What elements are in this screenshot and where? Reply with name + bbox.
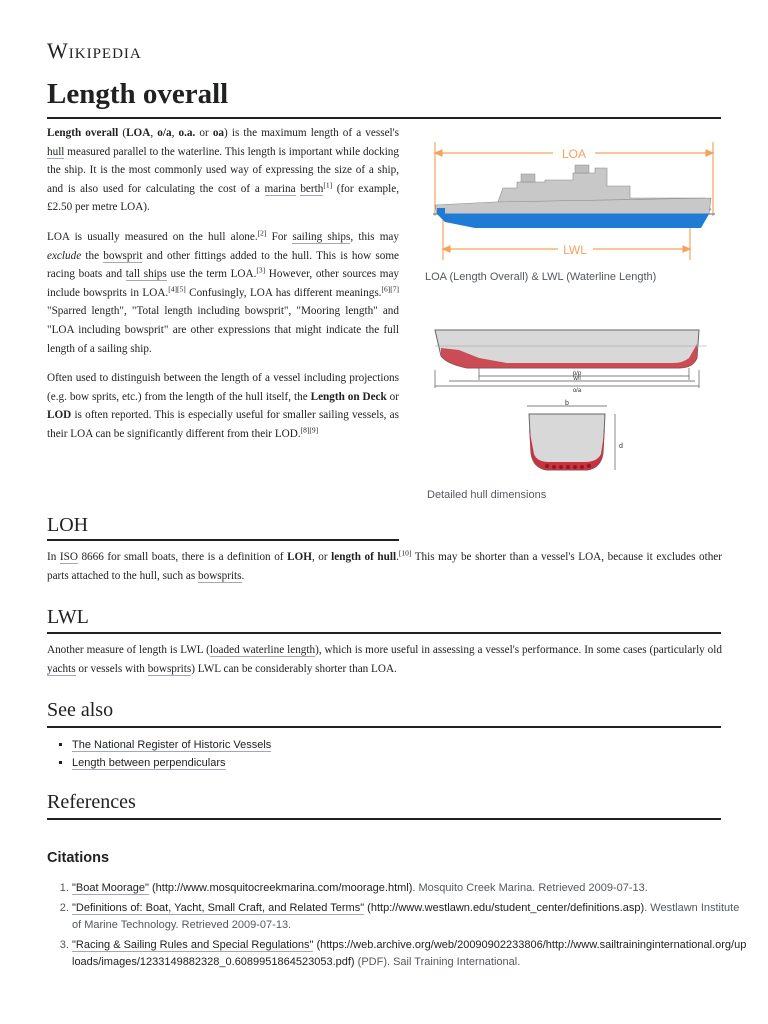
- reference-item: 2. "Definitions of: Boat, Yacht, Small Craft, and Related Terms" (http://www.westlawn.edu/student_center/definitions.asp). Westlawn Institute of Marine Technology. Retrieved 2009-07-13.: [72, 900, 747, 935]
- lwl-paragraph: Another measure of length is LWL (loaded waterline length), which is more useful in assessing a vessel's performance. In some cases (particularly old yachts or vessels with bowsprits) LWL can be considerably shorter than LOA.: [47, 644, 722, 675]
- list-item: [72, 736, 271, 754]
- heading-see-also: See also: [47, 699, 114, 721]
- reference-1-title-link[interactable]: "Boat Moorage": [72, 882, 149, 894]
- title-divider: [47, 117, 721, 119]
- lead-paragraph-1: Length overall (LOA, o/a, o.a. or oa) is the maximum length of a vessel's hull measured parallel to the waterline. This length is important while docking the ship. It is the most commonly used way of expressing the size of a ship, and is also used for calculating the cost of a marina berth[1] (for example, £2.50 per metre LOA).: [47, 127, 400, 214]
- link-bowsprits[interactable]: bowsprits: [198, 569, 242, 582]
- reference-1-url[interactable]: (http://www.mosquitocreekmarina.com/moorage.html): [148, 882, 413, 894]
- link-bowsprit[interactable]: bowsprit: [103, 249, 143, 262]
- loh-divider: [47, 539, 399, 541]
- pp-label: p/p: [572, 371, 582, 377]
- lwl-divider: [47, 632, 721, 634]
- see-also-divider: [47, 726, 721, 728]
- lead-paragraph-2: LOA is usually measured on the hull alone.[2] For sailing ships, this may exclude the bowsprit and other fittings added to the hull. This is how some racing boats and tall ships use the term LOA.[3] However, other sources may include bowsprits in LOA.[4][5] Confusingly, LOA has different meanings.[6][7] "Sparred length", "Total length including bowsprit", "Mooring length" and "LOA including bowsprit" are other expressions that might indicate the full length of a sailing ship.: [47, 228, 400, 355]
- b-label: b: [565, 400, 569, 407]
- hull-section-diagram: [507, 398, 627, 488]
- hull-profile-diagram: [427, 318, 717, 393]
- oa-label: o/a: [572, 388, 582, 393]
- heading-loh: LOH: [47, 514, 89, 536]
- link-loaded-waterline-length[interactable]: loaded waterline length: [209, 644, 316, 656]
- reference-3-title-link[interactable]: "Racing & Sailing Rules and Special Regulations": [72, 938, 314, 951]
- citation-2[interactable]: [2]: [257, 228, 267, 238]
- citation-10[interactable]: [10]: [398, 548, 412, 558]
- wl-label: w/l: [573, 376, 581, 382]
- link-marina[interactable]: marina: [264, 182, 296, 195]
- citation-8-9[interactable]: [8][9]: [300, 425, 319, 435]
- ship-diagram: [425, 138, 725, 263]
- d-label: d: [619, 443, 623, 450]
- citation-4-5[interactable]: [4][5]: [168, 284, 186, 294]
- link-tall-ships[interactable]: tall ships: [125, 268, 167, 281]
- reference-item: 1. "Boat Moorage" (http://www.mosquitocreekmarina.com/moorage.html). Mosquito Creek Marina. Retrieved 2009-07-13.: [72, 880, 747, 898]
- reference-item: 3. "Racing & Sailing Rules and Special Regulations" (https://web.archive.org/web/20090902233806/http://www.sailtraininginternational.org/uploads/images/1233149882328_0.6089951864523053.pdf) (PDF). Sail Training International.: [72, 937, 747, 972]
- link-sailing-ships[interactable]: sailing ships: [292, 230, 351, 243]
- reference-list: [47, 880, 747, 974]
- link-bowsprits-2[interactable]: bowsprits: [147, 662, 192, 675]
- references-divider: [47, 818, 721, 820]
- ship-hull-below-waterline: [437, 214, 709, 228]
- lead-paragraph-3: Often used to distinguish between the length of a vessel including projections (e.g. bow sprits, etc.) from the length of the hull itself, the Length on Deck or LOD is often reported. This is especially useful for smaller sailing vessels, as their LOA can be significantly different from their LOD.[8][9]: [47, 372, 399, 440]
- loh-paragraph: In ISO 8666 for small boats, there is a definition of LOH, or length of hull.[10] This may be shorter than a vessel's LOA, because it excludes other parts attached to the hull, such as bowsprits.: [47, 548, 722, 582]
- reference-2-url[interactable]: (http://www.westlawn.edu/student_center/definitions.asp): [364, 901, 645, 914]
- link-iso[interactable]: ISO: [59, 551, 78, 563]
- link-national-register-historic-vessels[interactable]: The National Register of Historic Vessels: [72, 739, 272, 751]
- link-yachts[interactable]: yachts: [47, 662, 76, 675]
- citation-3[interactable]: [3]: [256, 265, 266, 275]
- lwl-label: LWL: [563, 243, 587, 257]
- link-length-between-perpendiculars[interactable]: Length between perpendiculars: [72, 757, 226, 769]
- heading-references: References: [47, 791, 136, 813]
- figure-1-caption: LOA (Length Overall) & LWL (Waterline Length): [425, 271, 657, 283]
- link-berth[interactable]: berth: [300, 182, 324, 195]
- wikipedia-wordmark[interactable]: Wikipedia: [47, 38, 142, 63]
- see-also-list: [47, 736, 271, 772]
- page-title: Length overall: [47, 78, 229, 110]
- loa-label: LOA: [561, 147, 587, 161]
- citation-6-7[interactable]: [6][7]: [381, 284, 399, 294]
- reference-2-title-link[interactable]: "Definitions of: Boat, Yacht, Small Craft, and Related Terms": [72, 901, 365, 914]
- heading-lwl: LWL: [47, 606, 89, 628]
- figure-loa-lwl[interactable]: [425, 138, 725, 283]
- citation-1[interactable]: [1]: [323, 180, 333, 190]
- lead-section: [47, 124, 399, 455]
- ship-hull-upper: [435, 198, 711, 214]
- reference-3-url[interactable]: (https://web.archive.org/web/20090902233806/http://www.sailtraininginternational.org/uploads/images/1233149882328_0.6089951864523053.pdf): [72, 938, 747, 968]
- figure-2-caption: Detailed hull dimensions: [427, 489, 547, 501]
- list-item: [72, 754, 271, 772]
- heading-citations: Citations: [47, 850, 110, 866]
- link-hull[interactable]: hull: [47, 145, 65, 158]
- figure-hull-dimensions[interactable]: [427, 318, 727, 501]
